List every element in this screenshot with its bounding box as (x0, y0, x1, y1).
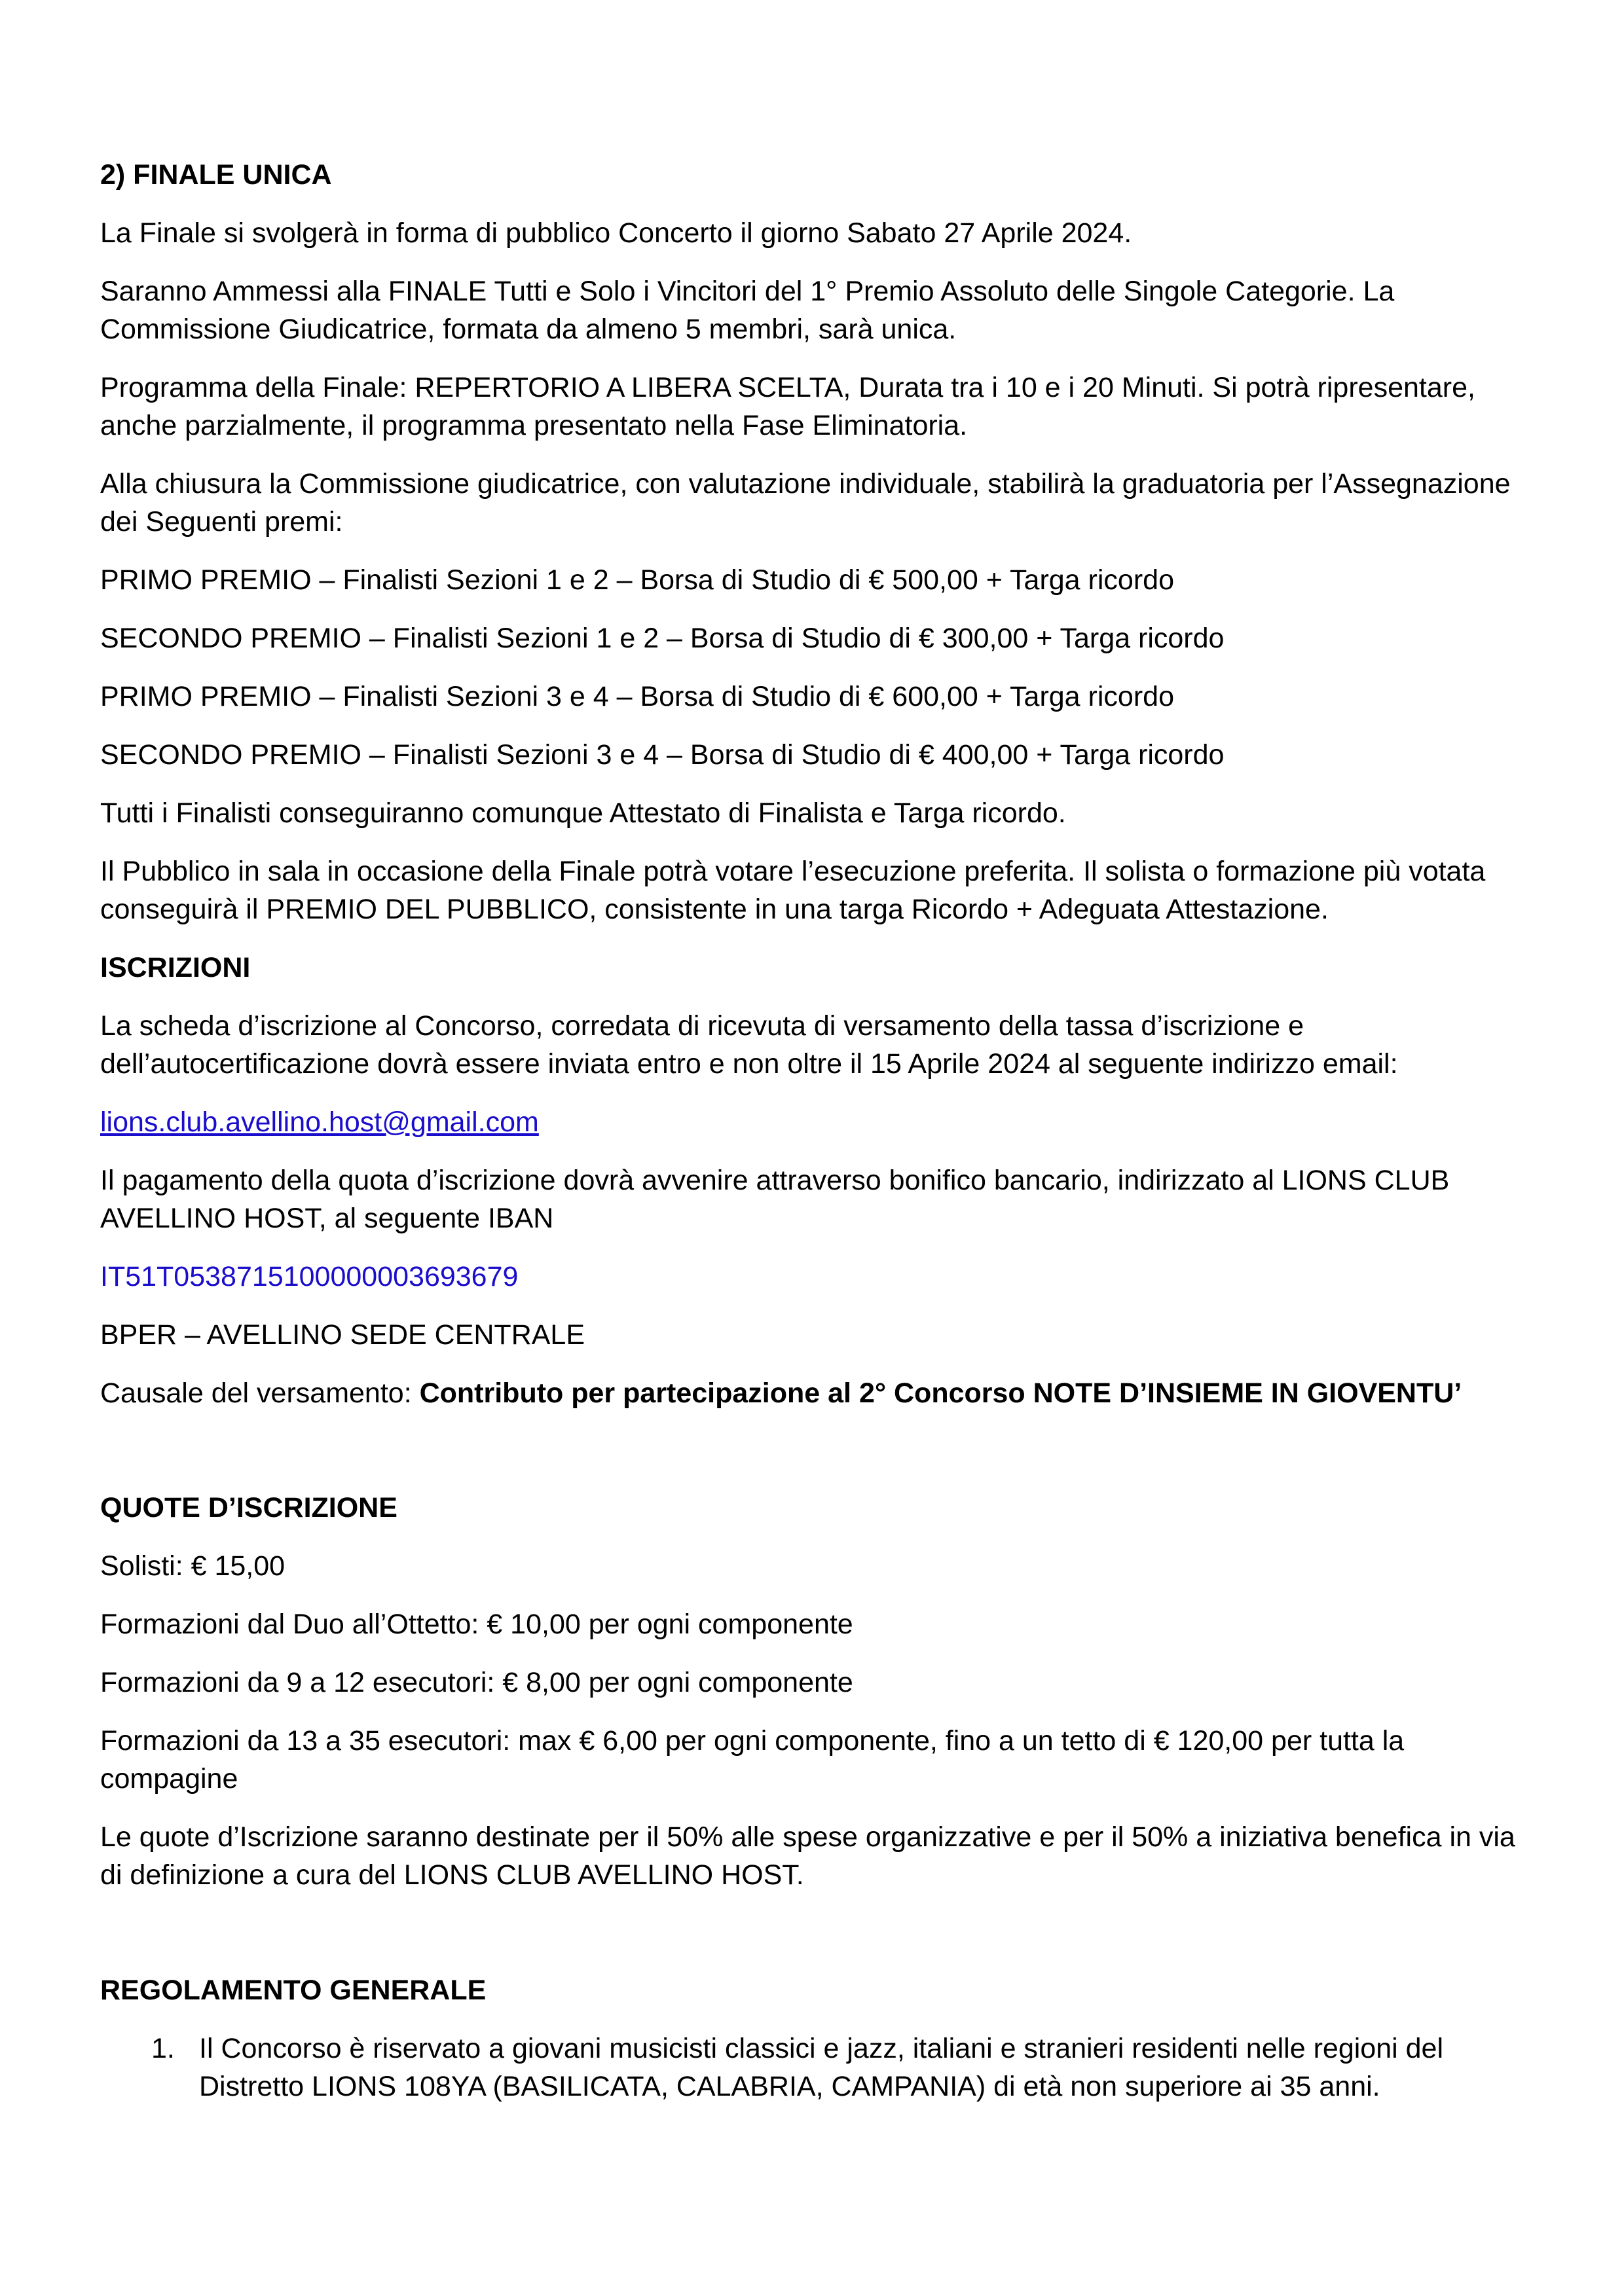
finale-paragraph-program: Programma della Finale: REPERTORIO A LIBERA SCELTA, Durata tra i 10 e i 20 Minuti. Si potrà ripresentare, anche parzialmente, il programma presentato nella Fase Eliminatoria. (100, 372, 1475, 441)
iscrizioni-paragraph-payment: Il pagamento della quota d’iscrizione dovrà avvenire attraverso bonifico bancario, indirizzato al LIONS CLUB AVELLINO HOST, al seguente IBAN (100, 1165, 1450, 1234)
prize-line: SECONDO PREMIO – Finalisti Sezioni 3 e 4 – Borsa di Studio di € 400,00 + Targa ricordo (100, 739, 1225, 771)
prize-line: SECONDO PREMIO – Finalisti Sezioni 1 e 2 – Borsa di Studio di € 300,00 + Targa ricordo (100, 623, 1225, 654)
section-regolamento-generale (100, 1971, 1534, 2105)
prize-line: PRIMO PREMIO – Finalisti Sezioni 3 e 4 – Borsa di Studio di € 600,00 + Targa ricordo (100, 681, 1174, 712)
finale-paragraph-public-prize: Il Pubblico in sala in occasione della Finale potrà votare l’esecuzione preferita. Il solista o formazione più votata conseguirà il PREMIO DEL PUBBLICO, consistente in una targa Ricordo + Adeguata Attestazione. (100, 856, 1486, 925)
rules-list (100, 2030, 1534, 2105)
quote-item: Formazioni dal Duo all’Ottetto: € 10,00 per ogni componente (100, 1609, 853, 1640)
email-link[interactable]: lions.club.avellino.host@gmail.com (100, 1106, 539, 1138)
email-paragraph (100, 1103, 1534, 1141)
section-quote-iscrizione (100, 1489, 1534, 1894)
finale-paragraph-date: La Finale si svolgerà in forma di pubblico Concerto il giorno Sabato 27 Aprile 2024. (100, 217, 1132, 249)
section-finale-unica (100, 156, 1534, 928)
quote-item: Solisti: € 15,00 (100, 1550, 286, 1582)
iscrizioni-heading: ISCRIZIONI (100, 952, 251, 983)
rule-number: 1. (151, 2033, 175, 2064)
quote-item: Formazioni da 13 a 35 esecutori: max € 6,00 per ogni componente, fino a un tetto di € 120,00 per tutta la compagine (100, 1725, 1405, 1795)
rule-item (100, 2030, 1534, 2105)
page-content (100, 156, 1534, 2105)
causale-value: Contributo per partecipazione al 2° Concorso NOTE D’INSIEME IN GIOVENTU’ (419, 1377, 1462, 1409)
quote-heading: QUOTE D’ISCRIZIONE (100, 1492, 397, 1523)
quote-note: Le quote d’Iscrizione saranno destinate per il 50% alle spese organizzative e per il 50% a iniziativa benefica in via di definizione a cura del LIONS CLUB AVELLINO HOST. (100, 1821, 1515, 1891)
iscrizioni-paragraph-form: La scheda d’iscrizione al Concorso, corredata di ricevuta di versamento della tassa d’iscrizione e dell’autocertificazione dovrà essere inviata entro e non oltre il 15 Aprile 2024 al seguente indirizzo email: (100, 1010, 1398, 1080)
quote-item: Formazioni da 9 a 12 esecutori: € 8,00 per ogni componente (100, 1667, 853, 1698)
rule-text: Il Concorso è riservato a giovani musicisti classici e jazz, italiani e stranieri residenti nelle regioni del Distretto LIONS 108YA (BASILICATA, CALABRIA, CAMPANIA) di età non superiore ai 35 anni. (199, 2033, 1443, 2102)
causale-paragraph (100, 1374, 1534, 1412)
bank-name: BPER – AVELLINO SEDE CENTRALE (100, 1319, 585, 1351)
finale-paragraph-admission: Saranno Ammessi alla FINALE Tutti e Solo i Vincitori del 1° Premio Assoluto delle Singole Categorie. La Commissione Giudicatrice, formata da almeno 5 membri, sarà unica. (100, 276, 1395, 345)
causale-label: Causale del versamento: (100, 1377, 420, 1409)
section-iscrizioni (100, 949, 1534, 1412)
finale-heading: 2) FINALE UNICA (100, 159, 332, 191)
prize-line: PRIMO PREMIO – Finalisti Sezioni 1 e 2 – Borsa di Studio di € 500,00 + Targa ricordo (100, 564, 1174, 596)
finale-paragraph-finalists: Tutti i Finalisti conseguiranno comunque Attestato di Finalista e Targa ricordo. (100, 797, 1066, 829)
regolamento-heading: REGOLAMENTO GENERALE (100, 1975, 487, 2006)
finale-paragraph-jury: Alla chiusura la Commissione giudicatrice, con valutazione individuale, stabilirà la graduatoria per l’Assegnazione dei Seguenti premi: (100, 468, 1511, 538)
iban-value: IT51T0538715100000003693679 (100, 1261, 519, 1292)
